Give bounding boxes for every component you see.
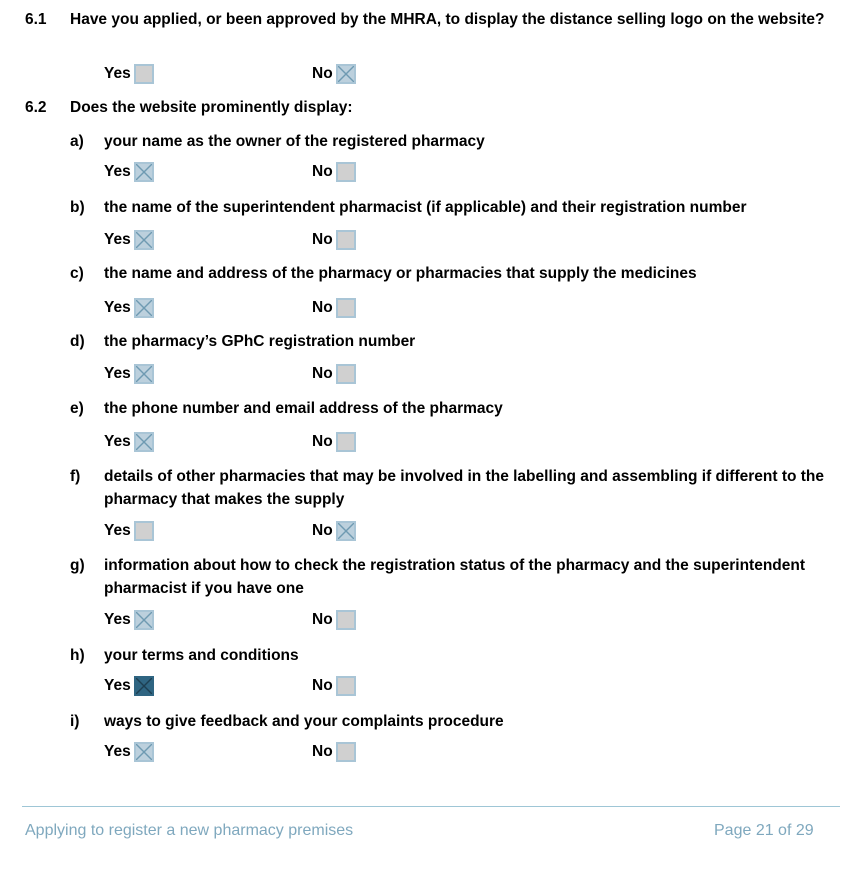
subitem-a-no-option <box>312 161 356 183</box>
yes-label: Yes <box>104 65 131 82</box>
yes-label: Yes <box>104 677 131 694</box>
subitem-letter: a) <box>70 133 84 150</box>
subitem-c-yes-option <box>104 297 154 319</box>
subitem-i-no-checkbox[interactable] <box>336 742 356 762</box>
subitem-text: details of other pharmacies that may be involved in the labelling and assembling if different to the pharmacy that makes the supply <box>104 468 825 508</box>
subitem-text: your terms and conditions <box>104 647 299 664</box>
subitem-h-yes-option <box>104 675 154 697</box>
no-label: No <box>312 299 333 316</box>
no-label: No <box>312 611 333 628</box>
subitem-e-no-checkbox[interactable] <box>336 432 356 452</box>
subitem-h-no-checkbox[interactable] <box>336 676 356 696</box>
check-x-icon <box>136 164 152 180</box>
q61-no-checkbox[interactable] <box>336 64 356 84</box>
q61-yes-option <box>104 63 154 85</box>
subitem-h-yes-checkbox[interactable] <box>134 676 154 696</box>
subitem-d-no-option <box>312 363 356 385</box>
question-number: 6.1 <box>25 11 47 28</box>
footer-divider <box>22 806 840 807</box>
yes-label: Yes <box>104 299 131 316</box>
subitem-i-yes-option <box>104 741 154 763</box>
subitem-h-no-option <box>312 675 356 697</box>
subitem-a-yes-option <box>104 161 154 183</box>
yes-label: Yes <box>104 611 131 628</box>
subitem-e-yes-option <box>104 431 154 453</box>
question-text: Does the website prominently display: <box>70 99 353 116</box>
subitem-d-yes-checkbox[interactable] <box>134 364 154 384</box>
subitem-d-yes-option <box>104 363 154 385</box>
no-label: No <box>312 743 333 760</box>
subitem-text: ways to give feedback and your complaints procedure <box>104 713 504 730</box>
check-x-icon <box>136 612 152 628</box>
footer-page-number: Page 21 of 29 <box>714 822 814 839</box>
subitem-letter: d) <box>70 333 85 350</box>
check-x-icon <box>136 434 152 450</box>
subitem-f-yes-checkbox[interactable] <box>134 521 154 541</box>
question-text: Have you applied, or been approved by the MHRA, to display the distance selling logo on the website? <box>70 11 825 28</box>
yes-label: Yes <box>104 743 131 760</box>
yes-label: Yes <box>104 433 131 450</box>
subitem-c-yes-checkbox[interactable] <box>134 298 154 318</box>
question-number: 6.2 <box>25 99 47 116</box>
subitem-b-yes-option <box>104 229 154 251</box>
subitem-text: the name and address of the pharmacy or pharmacies that supply the medicines <box>104 265 697 282</box>
subitem-f-no-option <box>312 520 356 542</box>
yes-label: Yes <box>104 231 131 248</box>
subitem-g-no-option <box>312 609 356 631</box>
subitem-letter: b) <box>70 199 85 216</box>
check-x-icon <box>338 523 354 539</box>
check-x-icon <box>136 300 152 316</box>
check-x-icon <box>136 744 152 760</box>
subitem-text: the phone number and email address of the pharmacy <box>104 400 503 417</box>
subitem-a-no-checkbox[interactable] <box>336 162 356 182</box>
question-6-1 <box>0 8 860 54</box>
footer-document-title: Applying to register a new pharmacy premises <box>25 822 354 839</box>
no-label: No <box>312 365 333 382</box>
subitem-e-yes-checkbox[interactable] <box>134 432 154 452</box>
yes-label: Yes <box>104 163 131 180</box>
subitem-g-no-checkbox[interactable] <box>336 610 356 630</box>
subitem-g-yes-option <box>104 609 154 631</box>
no-label: No <box>312 65 333 82</box>
subitem-b-no-option <box>312 229 356 251</box>
subitem-letter: c) <box>70 265 84 282</box>
subitem-e-no-option <box>312 431 356 453</box>
subitem-text: information about how to check the registration status of the pharmacy and the superintendent pharmacist if you have one <box>104 557 806 597</box>
no-label: No <box>312 677 333 694</box>
subitem-letter: g) <box>70 557 85 574</box>
subitem-c-no-checkbox[interactable] <box>336 298 356 318</box>
subitem-b-yes-checkbox[interactable] <box>134 230 154 250</box>
subitem-text: your name as the owner of the registered pharmacy <box>104 133 485 150</box>
check-x-icon <box>338 66 354 82</box>
subitem-letter: e) <box>70 400 84 417</box>
yes-label: Yes <box>104 365 131 382</box>
subitem-i-yes-checkbox[interactable] <box>134 742 154 762</box>
subitem-g-yes-checkbox[interactable] <box>134 610 154 630</box>
check-x-icon <box>136 366 152 382</box>
subitem-f-yes-option <box>104 520 154 542</box>
no-label: No <box>312 433 333 450</box>
subitem-text: the pharmacy’s GPhC registration number <box>104 333 416 350</box>
q61-yes-checkbox[interactable] <box>134 64 154 84</box>
check-x-icon <box>136 678 152 694</box>
yes-label: Yes <box>104 522 131 539</box>
no-label: No <box>312 522 333 539</box>
question-6-2 <box>0 96 860 119</box>
subitem-letter: i) <box>70 713 80 730</box>
subitem-letter: f) <box>70 468 81 485</box>
no-label: No <box>312 163 333 180</box>
q61-no-option <box>312 63 356 85</box>
subitem-text: the name of the superintendent pharmacist (if applicable) and their registration number <box>104 199 747 216</box>
subitem-d-no-checkbox[interactable] <box>336 364 356 384</box>
check-x-icon <box>136 232 152 248</box>
subitem-c-no-option <box>312 297 356 319</box>
subitem-f-no-checkbox[interactable] <box>336 521 356 541</box>
subitem-letter: h) <box>70 647 85 664</box>
no-label: No <box>312 231 333 248</box>
subitem-a-yes-checkbox[interactable] <box>134 162 154 182</box>
subitem-b-no-checkbox[interactable] <box>336 230 356 250</box>
subitem-i-no-option <box>312 741 356 763</box>
